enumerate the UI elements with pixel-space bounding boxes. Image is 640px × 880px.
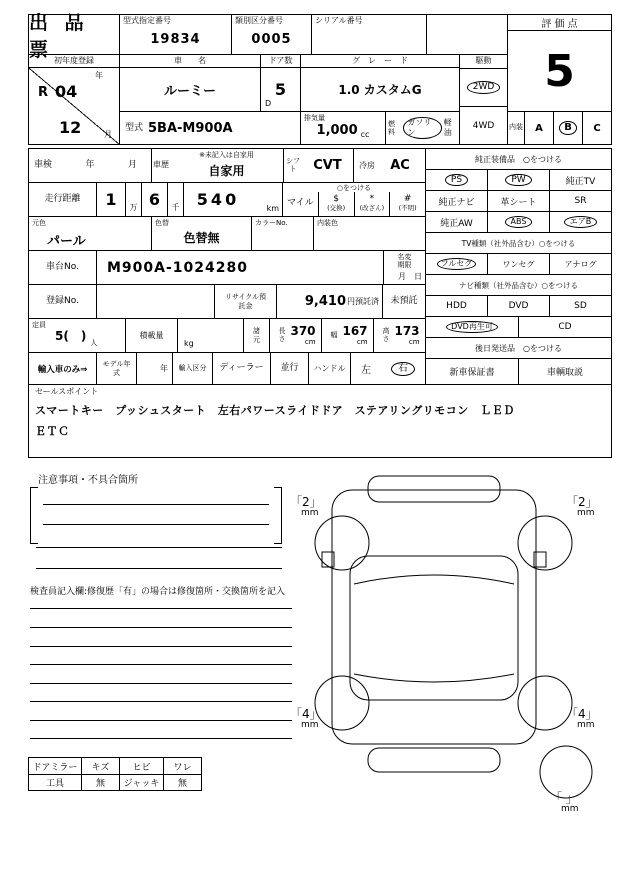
sen-unit: 千 [167, 183, 183, 216]
tv-fullseg-mark: フルセグ [437, 258, 477, 270]
tools-r1c2: キズ [81, 758, 119, 774]
mm-unit: mm [301, 508, 319, 519]
displacement-value: 1,000 [316, 123, 358, 138]
tread-front-left-value: 「2」 [290, 495, 322, 509]
km-unit: km [266, 204, 279, 213]
mileage-sen: 6 [141, 183, 167, 216]
recycle-suffix: 円預託済 [347, 296, 379, 306]
tv-fullseg-cell [426, 254, 487, 274]
length-label: 長さ [278, 326, 286, 343]
tread-rear-left-value: 「4」 [290, 707, 322, 721]
handle-label: ハンドル [313, 363, 346, 373]
load-label-cell [125, 319, 177, 352]
documents-row [426, 359, 611, 384]
import-label: 輸入車のみ⇒ [37, 364, 88, 375]
import-parallel-cell [270, 353, 308, 384]
recycle-value-cell [276, 285, 382, 318]
car-body [332, 490, 536, 744]
equip-pw-cell [487, 170, 549, 190]
interior-grade-row [508, 111, 611, 144]
row-mileage [29, 183, 425, 217]
history-value: 自家用 [208, 164, 245, 179]
tv-type-row [426, 254, 611, 275]
mark-star: * [369, 194, 375, 205]
handle-value-cell [350, 353, 425, 384]
dims-label-cell [243, 319, 269, 352]
serial-cell [311, 15, 426, 54]
ac-cell [353, 149, 425, 182]
left-bracket [30, 487, 38, 544]
length-cell [269, 319, 321, 352]
recycle-none: 未預託 [390, 296, 418, 307]
tools-r2c4: 無 [163, 775, 201, 790]
inspector-line [30, 608, 292, 609]
sales-points-line1: スマートキー プッシュスタート 左右パワースライドドア ステアリングリモコン ＬＥＤ [35, 403, 515, 417]
windshield-line [354, 575, 514, 584]
interior-grade-b [553, 112, 582, 144]
mileage-man: 1 [105, 190, 117, 209]
equip-abs-mark: ABS [505, 216, 533, 228]
right-bracket [274, 487, 282, 544]
class-code-label: 類別区分番号 [235, 16, 283, 25]
score-col [507, 15, 611, 144]
ac-value: AC [390, 158, 410, 173]
equip-abs-cell [487, 212, 549, 232]
recycle-label-cell [214, 285, 276, 318]
capacity-unit: 人 [90, 338, 98, 347]
tools-row-2 [29, 774, 201, 790]
mileage-label-cell [29, 183, 96, 216]
reg-month-value: 12 [59, 118, 82, 137]
tools-r1c4: ワレ [163, 758, 201, 774]
doors-cell [260, 68, 300, 111]
later-header: 後日発送品 ○をつける [475, 343, 562, 353]
tread-rear-right-value: 「4」 [566, 707, 598, 721]
caution-line [36, 568, 282, 569]
tread-front-right [566, 496, 598, 519]
sheet-title: 出 品 票 [29, 11, 89, 61]
navi-sd-cell: SD [549, 296, 611, 316]
reg-year-value: 04 [55, 82, 78, 101]
equip-tv-cell: 純正TV [549, 170, 611, 190]
width-cell [321, 319, 373, 352]
fuel-diesel: 軽油 [443, 118, 452, 137]
shaken-cell [29, 149, 151, 182]
drive-label: 駆動 [475, 56, 492, 65]
ac-label: 冷房 [359, 160, 375, 170]
rear-bumper [368, 748, 500, 772]
equip-navi-cell: 純正ナビ [438, 197, 475, 208]
name-change-units: 月 日 [398, 272, 422, 282]
chassis-label: 車台No. [46, 262, 79, 273]
reg-no-value-cell [96, 285, 214, 318]
later-header-row [426, 338, 611, 359]
displacement-unit: cc [360, 129, 370, 139]
equip-ps-cell [426, 170, 487, 190]
mm-unit: mm [577, 720, 595, 731]
model-year-unit: 年 [160, 363, 168, 373]
drive-col [459, 55, 507, 144]
interior-label: 内装 [509, 123, 523, 132]
equip-sr-cell: SR [549, 191, 611, 211]
recycle-none-cell [382, 285, 425, 318]
grade-label: グ レ ー ド [300, 55, 459, 67]
man-unit: 万 [125, 183, 141, 216]
sales-points-line2: ＥＴＣ [35, 424, 70, 438]
mark-exchange [318, 192, 354, 216]
tread-rear-left [290, 708, 322, 731]
details-box [28, 148, 612, 458]
year-unit: 年 [95, 71, 103, 80]
inspector-line [30, 738, 292, 739]
row-chassis [29, 251, 425, 285]
equipment-header: 純正装備品 ○をつける [475, 154, 562, 164]
inspector-line [30, 646, 292, 647]
chassis-value: M900A-1024280 [107, 259, 248, 276]
mark-star-sub: (改ざん) [359, 204, 385, 213]
mm-unit: mm [301, 720, 319, 731]
sales-points-section [29, 385, 611, 457]
cd-cell: CD [518, 317, 611, 337]
mileage-cell [96, 183, 282, 216]
navi-type-header: ナビ種類（社外品含む）○をつける [458, 280, 579, 290]
row-capacity [29, 319, 425, 353]
doors-value: 5 [274, 80, 287, 99]
import-parallel: 並行 [280, 363, 299, 374]
history-label: 車歴 [153, 160, 169, 170]
import-dealer-cell [212, 353, 270, 384]
equipment-header-row [426, 149, 611, 170]
import-label-cell [29, 353, 96, 384]
dvd-play-cell [426, 317, 518, 337]
mark-hash: # [403, 194, 412, 205]
mark-mile: マイル [286, 198, 314, 209]
inspector-line [30, 627, 292, 628]
first-registration-label: 初年度登録 [29, 55, 119, 68]
history-note: ※未記入は自家用 [199, 151, 254, 159]
caution-line [43, 524, 269, 525]
width-unit: cm [356, 338, 368, 347]
equipment-panel [425, 149, 611, 384]
cabin [350, 556, 518, 700]
height-cell [373, 319, 425, 352]
repaint-value: 色替無 [183, 231, 220, 245]
tv-analog-cell: アナログ [549, 254, 611, 274]
month-unit: 月 [104, 130, 112, 140]
color-no-cell [251, 217, 313, 250]
model-value: 5BA-M900A [148, 120, 233, 136]
dvd-play-mark: DVD再生可 [446, 321, 498, 333]
model-designation-cell [119, 15, 231, 54]
mark-hash-sub: (不明) [398, 204, 417, 213]
import-dealer: ディーラー [219, 363, 264, 374]
era-value: R [38, 85, 49, 100]
tv-type-header-row [426, 233, 611, 254]
import-type-label-cell [172, 353, 212, 384]
warranty-cell: 新車保証書 [449, 368, 495, 378]
equip-ps-mark: PS [445, 174, 468, 187]
car-name-label: 車 名 [174, 56, 206, 65]
shaken-label: 車検 [34, 160, 53, 171]
fuel-gasoline-mark: ガソリン [403, 117, 441, 138]
class-code-value: 0005 [251, 32, 292, 48]
sales-points-label: セールスポイント [35, 387, 99, 396]
rear-left-wheel [315, 676, 369, 730]
load-value-cell [177, 319, 243, 352]
caution-line [36, 547, 282, 548]
equip-airbag-cell [549, 212, 611, 232]
handle-left: 左 [361, 365, 371, 376]
equipment-row-3 [426, 212, 611, 233]
tread-spare-value: 「 」 [550, 791, 578, 805]
marks-header: ○をつける [336, 184, 372, 192]
inspector-line [30, 720, 292, 721]
front-bumper [368, 476, 500, 502]
capacity-label: 定員 [32, 321, 46, 329]
length-value: 370 [290, 324, 316, 339]
model-year-label: モデル年式 [102, 360, 131, 377]
navi-dvd-cell: DVD [487, 296, 549, 316]
displacement-cell [300, 112, 385, 144]
tools-r2c1: 工具 [45, 779, 64, 789]
inspector-line [30, 664, 292, 665]
drive-2wd-cell [460, 68, 507, 106]
recycle-value: 9,410 [304, 294, 346, 309]
tv-oneseg-cell: ワンセグ [487, 254, 549, 274]
model-cell [120, 112, 300, 144]
recycle-label: リサイクル預託金 [224, 293, 267, 310]
caution-bracket-area [30, 487, 282, 544]
class-code-cell [231, 15, 311, 54]
history-cell [151, 149, 283, 182]
mm-unit: mm [577, 508, 595, 519]
rear-right-wheel [518, 676, 572, 730]
interior-color-label: 内装色 [317, 219, 338, 227]
height-value: 173 [394, 324, 420, 339]
tv-type-header: TV種類（社外品含む）○をつける [461, 238, 576, 248]
tools-r2c3: ジャッキ [119, 775, 163, 790]
chassis-value-cell [96, 251, 383, 284]
vehicle-header-box [28, 11, 612, 145]
mark-dollar: $ [333, 194, 339, 205]
interior-grade-b-mark: B [559, 121, 577, 135]
tread-front-left [290, 496, 322, 519]
mileage-rest: 540 [183, 183, 252, 216]
tread-front-right-value: 「2」 [566, 495, 598, 509]
serial-label: シリアル番号 [315, 16, 363, 25]
fuel-label: 燃料 [388, 119, 395, 136]
name-grade-col [119, 55, 459, 144]
drive-4wd-cell: 4WD [460, 106, 507, 144]
model-designation-label: 型式指定番号 [123, 16, 171, 25]
mileage-marks-cell [282, 183, 425, 216]
doors-label: ドア数 [260, 55, 300, 67]
width-value: 167 [342, 324, 368, 339]
width-label: 幅 [330, 330, 338, 339]
reg-no-label: 登録No. [46, 296, 79, 307]
height-unit: cm [408, 338, 420, 347]
top-empty-cell [426, 15, 507, 54]
chassis-label-cell [29, 251, 96, 284]
mileage-label: 走行距離 [44, 194, 81, 205]
height-label: 高さ [382, 326, 390, 343]
serial-value [312, 26, 426, 54]
caution-line [43, 504, 269, 505]
equipment-row-1 [426, 170, 611, 191]
mark-dollar-sub: (交換) [327, 204, 346, 213]
shift-label: シフト [286, 156, 300, 173]
inspector-label: 検査員記入欄:修復歴「有」の場合は修復箇所・交換箇所を記入 [30, 587, 286, 597]
load-label: 積載量 [139, 330, 164, 340]
dims-label: 諸元 [253, 327, 260, 344]
row-color [29, 217, 425, 251]
car-damage-diagram [288, 466, 612, 818]
length-unit: cm [304, 338, 316, 347]
rear-window-line [354, 674, 514, 682]
shaken-year-unit: 年 [85, 160, 95, 171]
drive-2wd-mark: 2WD [467, 81, 501, 94]
mm-unit: mm [561, 804, 579, 815]
base-color-label: 元色 [32, 219, 46, 227]
model-year-label-cell [96, 353, 136, 384]
navi-type-row [426, 296, 611, 317]
caution-label: 注意事項・不具合箇所 [38, 475, 138, 486]
model-year-value-cell [136, 353, 172, 384]
name-change-cell [383, 251, 425, 284]
interior-grade-c: C [582, 112, 611, 144]
load-unit: kg [184, 339, 194, 349]
car-top-view [288, 466, 612, 818]
capacity-cell [29, 319, 125, 352]
front-right-wheel [518, 516, 572, 570]
tread-rear-right [566, 708, 598, 731]
equip-aw-cell: 純正AW [440, 218, 473, 229]
model-label: 型式 [124, 122, 143, 133]
import-type-label: 輸入区分 [178, 364, 207, 373]
repaint-cell [151, 217, 251, 250]
shift-cell [283, 149, 353, 182]
shaken-month-unit: 月 [127, 160, 137, 171]
media-row [426, 317, 611, 338]
front-left-wheel [315, 516, 369, 570]
mark-tampered [354, 192, 390, 216]
score-label: 評 価 点 [508, 15, 611, 31]
mark-unknown [389, 192, 425, 216]
tools-r1c1: ドアミラー [32, 762, 78, 773]
navi-type-header-row [426, 275, 611, 296]
inspector-line [30, 683, 292, 684]
first-registration-value [29, 68, 119, 144]
grade-value: 1.0 カスタムG [300, 68, 459, 111]
car-name-value: ルーミー [163, 84, 216, 99]
main-form [28, 11, 612, 458]
capacity-value: 5( ) [55, 329, 87, 343]
base-color-cell [29, 217, 151, 250]
fuel-cell [385, 112, 459, 144]
equipment-row-2 [426, 191, 611, 212]
equip-airbag-mark: エアB [564, 216, 598, 228]
first-registration-col [29, 55, 119, 144]
handle-right-mark: 右 [391, 362, 415, 376]
tools-r2c2: 無 [81, 775, 119, 790]
color-no-label: カラーNo. [255, 219, 288, 227]
manual-cell: 車輌取説 [518, 359, 611, 384]
equip-leather-cell: 革シート [487, 191, 549, 211]
tools-r1c3: ヒビ [119, 758, 163, 774]
doors-unit: D [265, 99, 272, 109]
inspector-line [30, 701, 292, 702]
repaint-label: 色替 [155, 219, 169, 227]
base-color-value: パール [47, 234, 86, 249]
displacement-label: 排気量 [304, 114, 325, 122]
score-value: 5 [544, 45, 575, 97]
name-change-label: 名変期限 [397, 253, 412, 270]
tread-spare [550, 792, 579, 815]
tools-table [28, 757, 202, 791]
navi-hdd-cell: HDD [446, 301, 467, 311]
equip-pw-mark: PW [505, 174, 531, 187]
interior-grade-a: A [524, 112, 553, 144]
row-shaken [29, 149, 425, 183]
tools-row-1 [29, 758, 201, 774]
details-left [29, 149, 425, 384]
reg-no-label-cell [29, 285, 96, 318]
interior-color-cell [313, 217, 425, 250]
handle-label-cell [308, 353, 350, 384]
shift-value: CVT [313, 158, 342, 173]
row-import [29, 353, 425, 384]
model-designation-value: 19834 [150, 32, 201, 48]
row-registration [29, 285, 425, 319]
